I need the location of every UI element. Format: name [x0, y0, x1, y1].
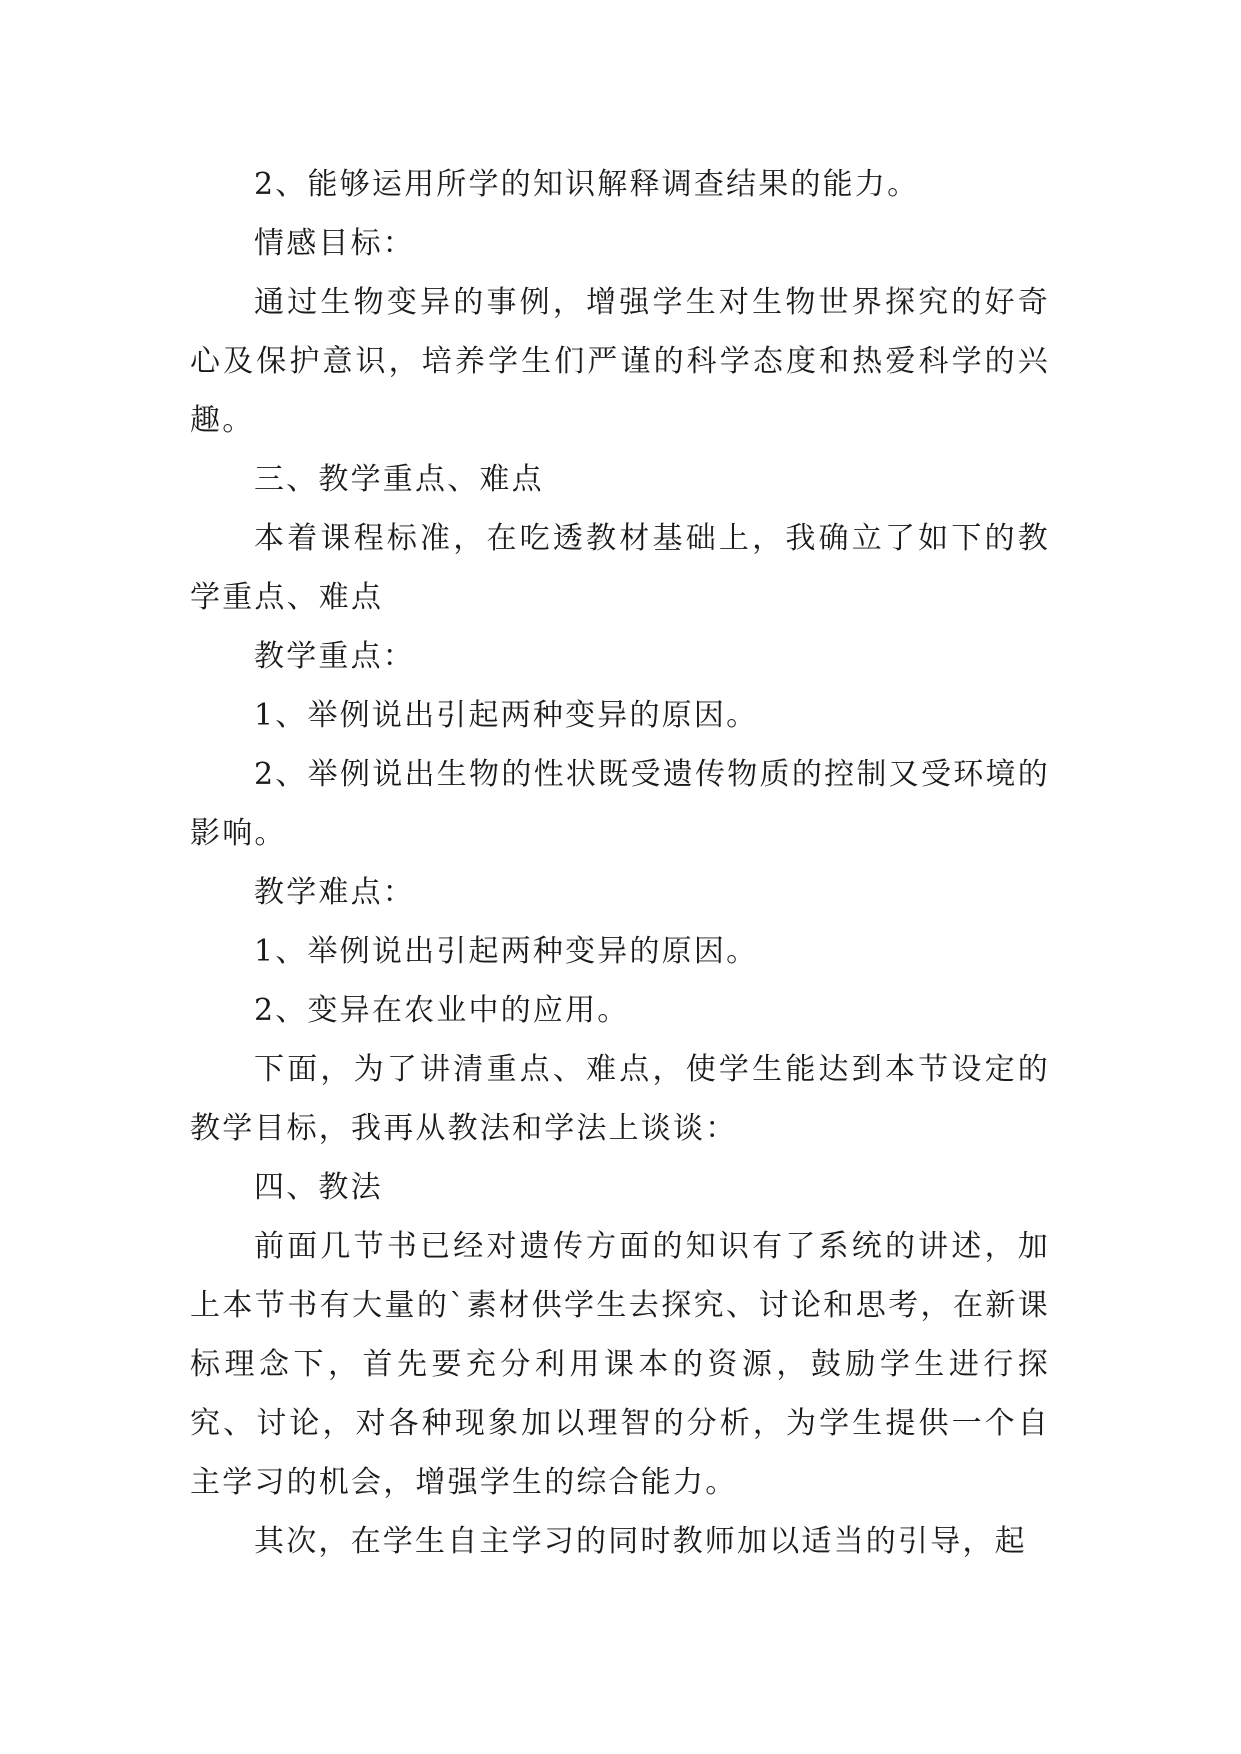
list-item: 2、变异在农业中的应用。	[254, 993, 630, 1028]
list-item: 1、举例说出引起两种变异的原因。	[254, 698, 759, 733]
paragraph: 前面几节书已经对遗传方面的知识有了系统的讲述，加上本节书有大量的`素材供学生去探究、讨论和思考，在新课标理念下，首先要充分利用课本的资源，鼓励学生进行探究、讨论，对各种现象加以理智的分析，为学生提供一个自主学习的机会，增强学生的综合能力。	[190, 1229, 1050, 1500]
paragraph: 通过生物变异的事例，增强学生对生物世界探究的好奇心及保护意识，培养学生们严谨的科学态度和热爱科学的兴趣。	[190, 285, 1050, 438]
paragraph: 其次，在学生自主学习的同时教师加以适当的引导，起	[254, 1524, 1027, 1559]
section-subheading: 教学难点：	[254, 875, 415, 910]
paragraph: 2、能够运用所学的知识解释调查结果的能力。	[254, 167, 920, 202]
section-heading: 三、教学重点、难点	[254, 462, 544, 497]
paragraph: 下面，为了讲清重点、难点，使学生能达到本节设定的教学目标，我再从教法和学法上谈谈：	[190, 1052, 1050, 1146]
list-item: 1、举例说出引起两种变异的原因。	[254, 934, 759, 969]
section-subheading: 情感目标：	[254, 226, 415, 261]
document-body	[190, 155, 1050, 1571]
section-heading: 四、教法	[254, 1170, 383, 1205]
paragraph: 本着课程标准，在吃透教材基础上，我确立了如下的教学重点、难点	[190, 521, 1050, 615]
section-subheading: 教学重点：	[254, 639, 415, 674]
list-item: 2、举例说出生物的性状既受遗传物质的控制又受环境的影响。	[190, 757, 1050, 851]
